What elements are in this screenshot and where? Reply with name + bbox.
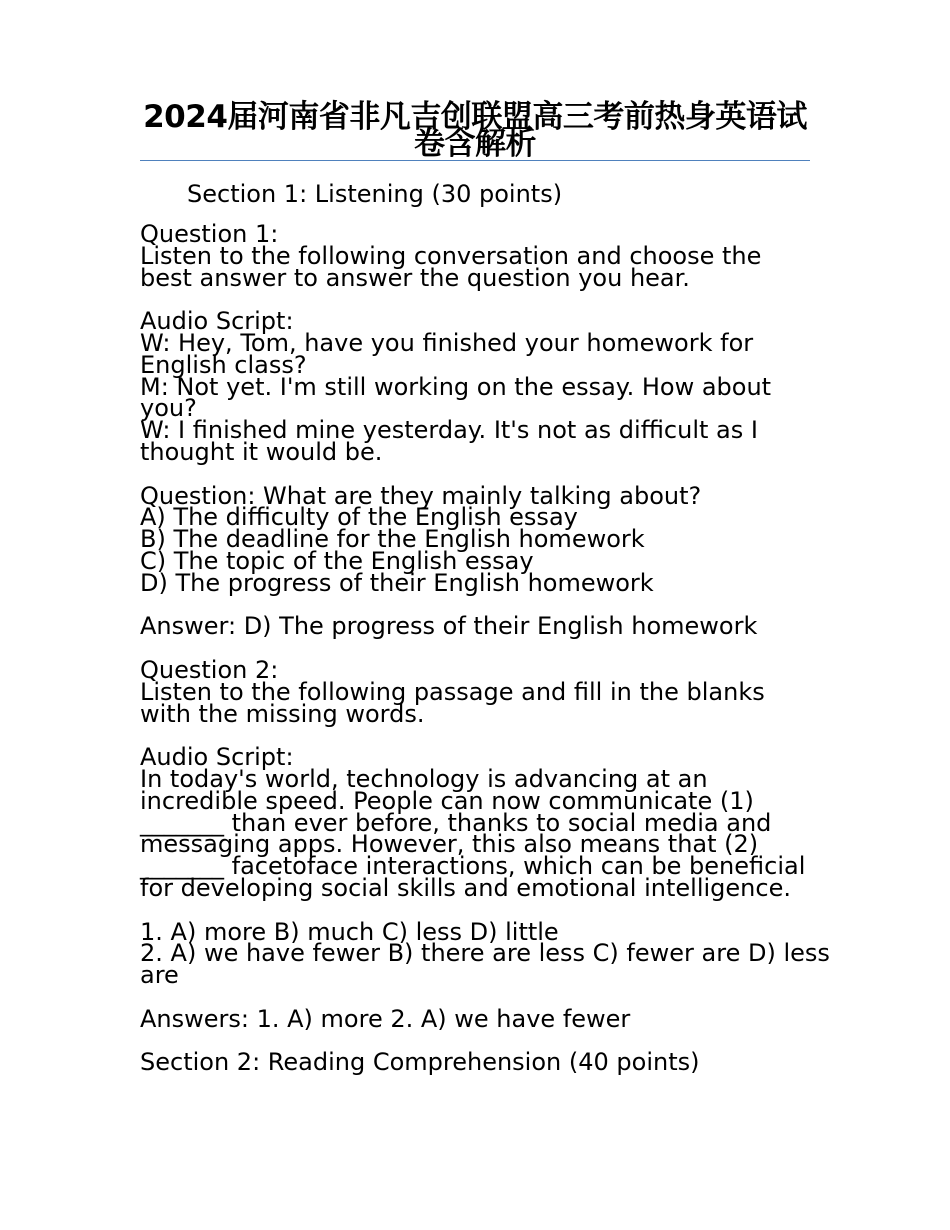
question-1-answer: Answer: D) The progress of their English homework bbox=[140, 612, 758, 641]
question-1-block bbox=[140, 220, 810, 292]
audio-script-label: Audio Script: bbox=[140, 307, 294, 336]
option-d: D) The progress of their English homework bbox=[140, 568, 654, 597]
section-2-block bbox=[140, 1048, 810, 1077]
section-2-heading: Section 2: Reading Comprehension (40 points) bbox=[140, 1048, 700, 1077]
question-1-options bbox=[140, 481, 810, 597]
question-1-heading: Question 1: bbox=[140, 220, 279, 248]
question-1-instruction-line: best answer to answer the question you hear. bbox=[140, 263, 690, 292]
script-line: In today's world, technology is advancing at an bbox=[140, 764, 708, 793]
script-line: messaging apps. However, this also means that (2) bbox=[140, 830, 759, 859]
option-c: C) The topic of the English essay bbox=[140, 546, 534, 575]
script-line: incredible speed. People can now communicate (1) bbox=[140, 786, 754, 815]
section-1-heading: Section 1: Listening (30 points) bbox=[187, 180, 563, 208]
question-1-instruction-line: Listen to the following conversation and choose the bbox=[140, 241, 762, 270]
choice-line: are bbox=[140, 961, 179, 990]
script-line: English class? bbox=[140, 350, 307, 379]
question-2-answer-block bbox=[140, 1004, 810, 1033]
question-2-heading: Question 2: bbox=[140, 655, 279, 684]
audio-script-label: Audio Script: bbox=[140, 743, 294, 772]
option-a: A) The difficulty of the English essay bbox=[140, 503, 578, 532]
script-line: _______ facetoface interactions, which can be beneficial bbox=[140, 852, 806, 881]
script-line: _______ than ever before, thanks to social media and bbox=[140, 808, 772, 837]
question-1-answer-block bbox=[140, 612, 810, 641]
question-2-answers: Answers: 1. A) more 2. A) we have fewer bbox=[140, 1004, 631, 1033]
document-body bbox=[140, 220, 830, 1096]
script-line: you? bbox=[140, 394, 197, 423]
question-2-block bbox=[140, 655, 810, 728]
choice-line: 2. A) we have fewer B) there are less C) fewer are D) less bbox=[140, 939, 830, 968]
choice-line: 1. A) more B) much C) less D) little bbox=[140, 917, 559, 946]
question-1-audio-script bbox=[140, 307, 810, 466]
script-line: M: Not yet. I'm still working on the essay. How about bbox=[140, 372, 772, 401]
option-b: B) The deadline for the English homework bbox=[140, 525, 645, 554]
script-line: W: Hey, Tom, have you finished your homework for bbox=[140, 328, 754, 357]
question-text: Question: What are they mainly talking about? bbox=[140, 481, 702, 510]
question-2-choices bbox=[140, 917, 830, 990]
document-title: 2024届河南省非凡吉创联盟高三考前热身英语试卷含解析 bbox=[143, 99, 807, 162]
script-line: thought it would be. bbox=[140, 437, 383, 466]
question-2-instruction-line: Listen to the following passage and fill in the blanks bbox=[140, 677, 765, 706]
title-underline bbox=[140, 160, 810, 161]
question-2-audio-script bbox=[140, 743, 810, 902]
script-line: for developing social skills and emotional intelligence. bbox=[140, 873, 791, 902]
question-2-instruction-line: with the missing words. bbox=[140, 699, 425, 728]
script-line: W: I finished mine yesterday. It's not as difficult as I bbox=[140, 416, 758, 445]
